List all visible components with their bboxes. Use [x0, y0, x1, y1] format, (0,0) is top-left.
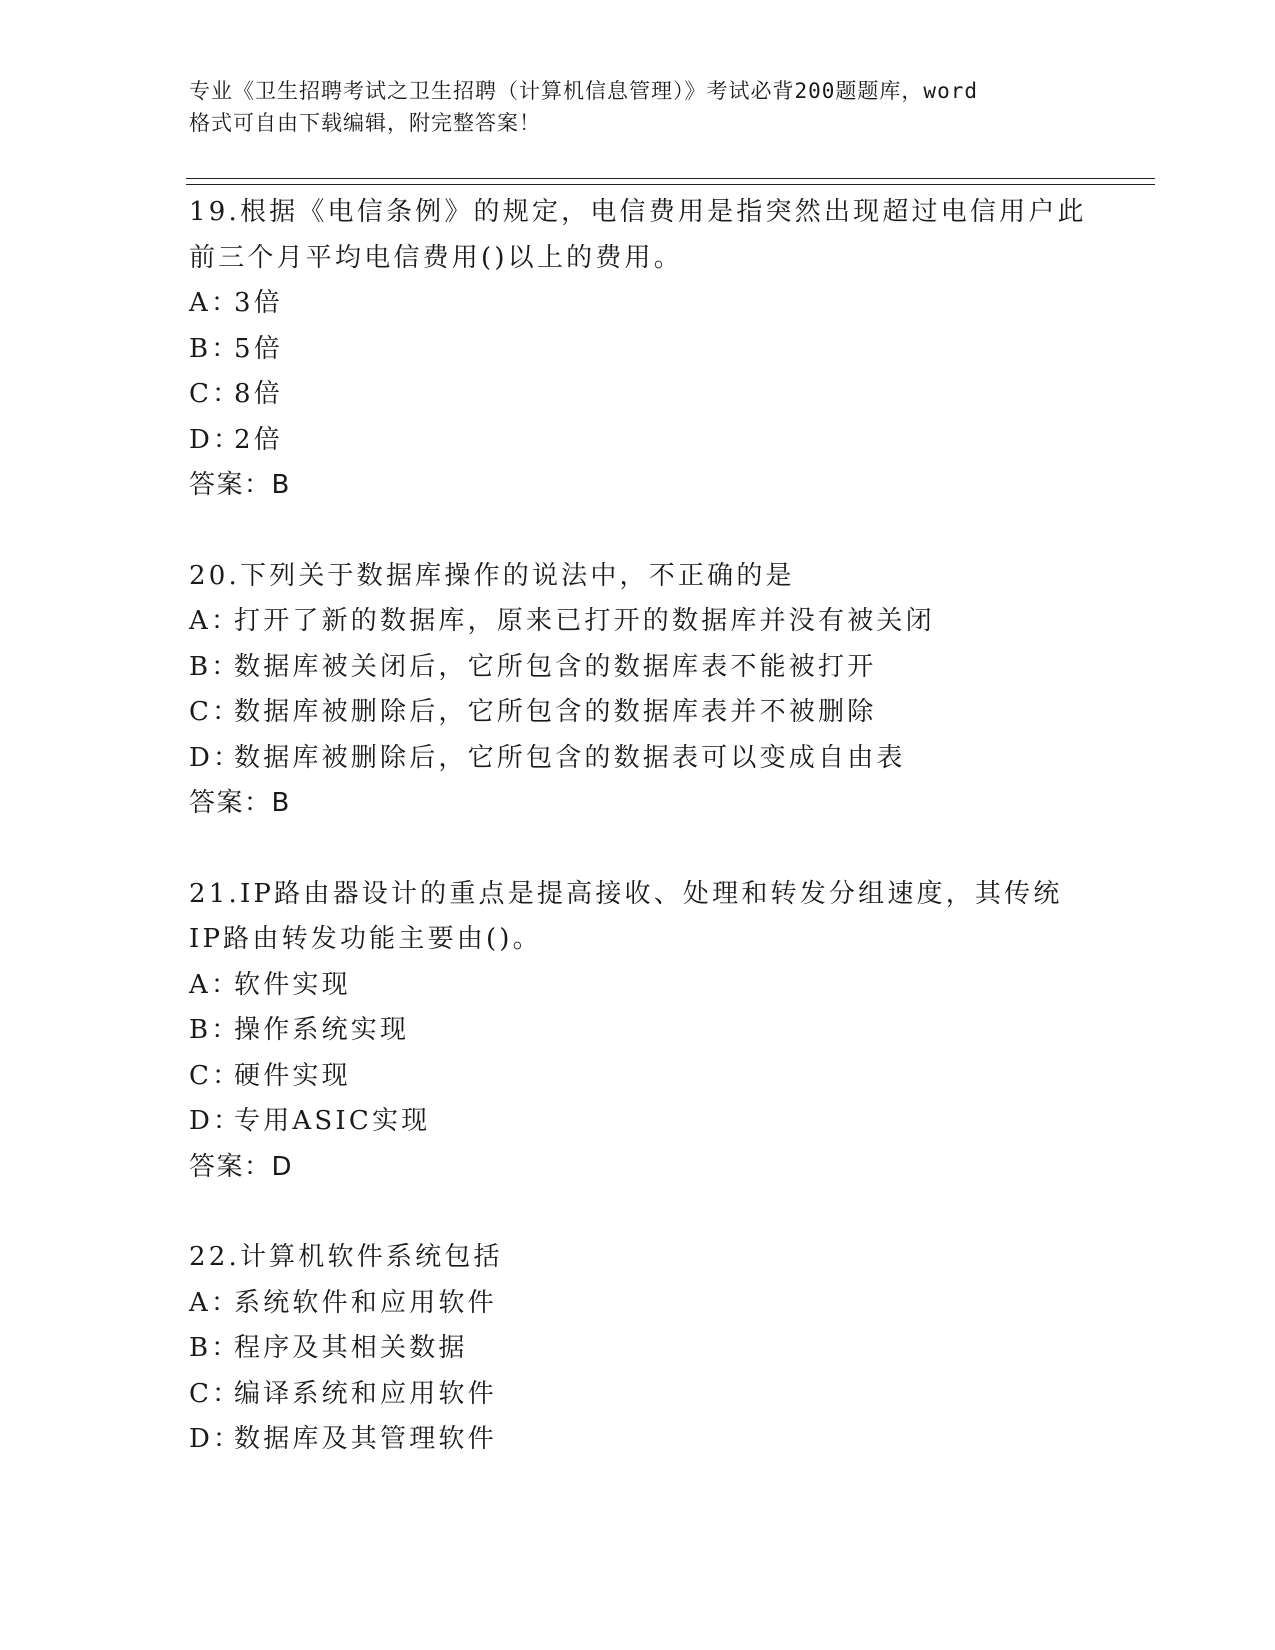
option-letter: A： — [189, 606, 241, 636]
option-a — [189, 963, 1149, 1009]
option-letter: B： — [189, 1015, 241, 1045]
option-c — [189, 690, 1149, 736]
option-text: 数据库被删除后，它所包含的数据库表并不被删除 — [234, 697, 877, 727]
option-letter: D： — [189, 424, 243, 455]
question-21 — [189, 872, 1149, 1191]
option-b — [189, 645, 1149, 691]
option-text: 系统软件和应用软件 — [234, 1287, 497, 1318]
header-divider-top — [186, 178, 1155, 179]
option-d — [189, 736, 1149, 782]
option-text: 3倍 — [234, 288, 283, 318]
option-letter: A： — [189, 288, 241, 318]
option-text: 数据库被删除后，它所包含的数据表可以变成自由表 — [234, 742, 906, 773]
option-text: 8倍 — [234, 379, 283, 409]
option-text: 打开了新的数据库，原来已打开的数据库并没有被关闭 — [234, 606, 935, 636]
option-letter: D： — [189, 1106, 243, 1136]
question-list — [189, 190, 1149, 1508]
answer-label: 答案：D — [189, 1151, 294, 1182]
question-20 — [189, 554, 1149, 827]
option-letter: C： — [189, 1060, 242, 1091]
question-22 — [189, 1235, 1149, 1463]
option-text: 数据库被关闭后，它所包含的数据库表不能被打开 — [234, 651, 877, 682]
option-b — [189, 327, 1149, 373]
document-header — [189, 75, 1109, 139]
option-b — [189, 1008, 1149, 1054]
option-text: 操作系统实现 — [234, 1015, 410, 1045]
option-letter: B： — [189, 333, 241, 364]
answer-label: 答案：B — [189, 470, 291, 500]
option-d — [189, 1417, 1149, 1463]
header-divider-bottom — [186, 184, 1155, 185]
option-letter: B： — [189, 651, 241, 682]
option-letter: C： — [189, 1378, 242, 1409]
header-line-2: 格式可自由下载编辑，附完整答案！ — [189, 111, 541, 135]
option-text: 5倍 — [234, 333, 283, 364]
option-d — [189, 1099, 1149, 1145]
question-text-line: 前三个月平均电信费用()以上的费用。 — [189, 242, 683, 273]
answer-label: 答案：B — [189, 788, 291, 818]
option-a — [189, 281, 1149, 327]
option-a — [189, 1281, 1149, 1327]
option-c — [189, 1372, 1149, 1418]
option-text: 程序及其相关数据 — [234, 1333, 468, 1363]
option-b — [189, 1326, 1149, 1372]
option-c — [189, 1054, 1149, 1100]
option-text: 硬件实现 — [234, 1060, 351, 1091]
option-letter: C： — [189, 379, 242, 409]
question-text-line: 20.下列关于数据库操作的说法中，不正确的是 — [189, 560, 795, 591]
question-text-line: IP路由转发功能主要由()。 — [189, 924, 542, 954]
question-text-line: 21.IP路由器设计的重点是提高接收、处理和转发分组速度，其传统 — [189, 878, 1063, 909]
option-letter: D： — [189, 1424, 243, 1454]
option-letter: D： — [189, 742, 243, 773]
option-text: 编译系统和应用软件 — [234, 1378, 497, 1409]
option-text: 2倍 — [234, 424, 283, 455]
option-d — [189, 418, 1149, 464]
header-line-1: 专业《卫生招聘考试之卫生招聘（计算机信息管理）》考试必背200题题库，word — [189, 79, 978, 103]
option-letter: B： — [189, 1333, 241, 1363]
option-text: 专用ASIC实现 — [234, 1106, 431, 1136]
option-letter: C： — [189, 697, 242, 727]
question-text-line: 19.根据《电信条例》的规定，电信费用是指突然出现超过电信用户此 — [189, 197, 1087, 227]
option-text: 数据库及其管理软件 — [234, 1424, 497, 1454]
option-text: 软件实现 — [234, 969, 351, 1000]
option-c — [189, 372, 1149, 418]
option-a — [189, 599, 1149, 645]
option-letter: A： — [189, 1287, 241, 1318]
option-letter: A： — [189, 969, 241, 1000]
question-text-line: 22.计算机软件系统包括 — [189, 1242, 503, 1272]
question-19 — [189, 190, 1149, 509]
